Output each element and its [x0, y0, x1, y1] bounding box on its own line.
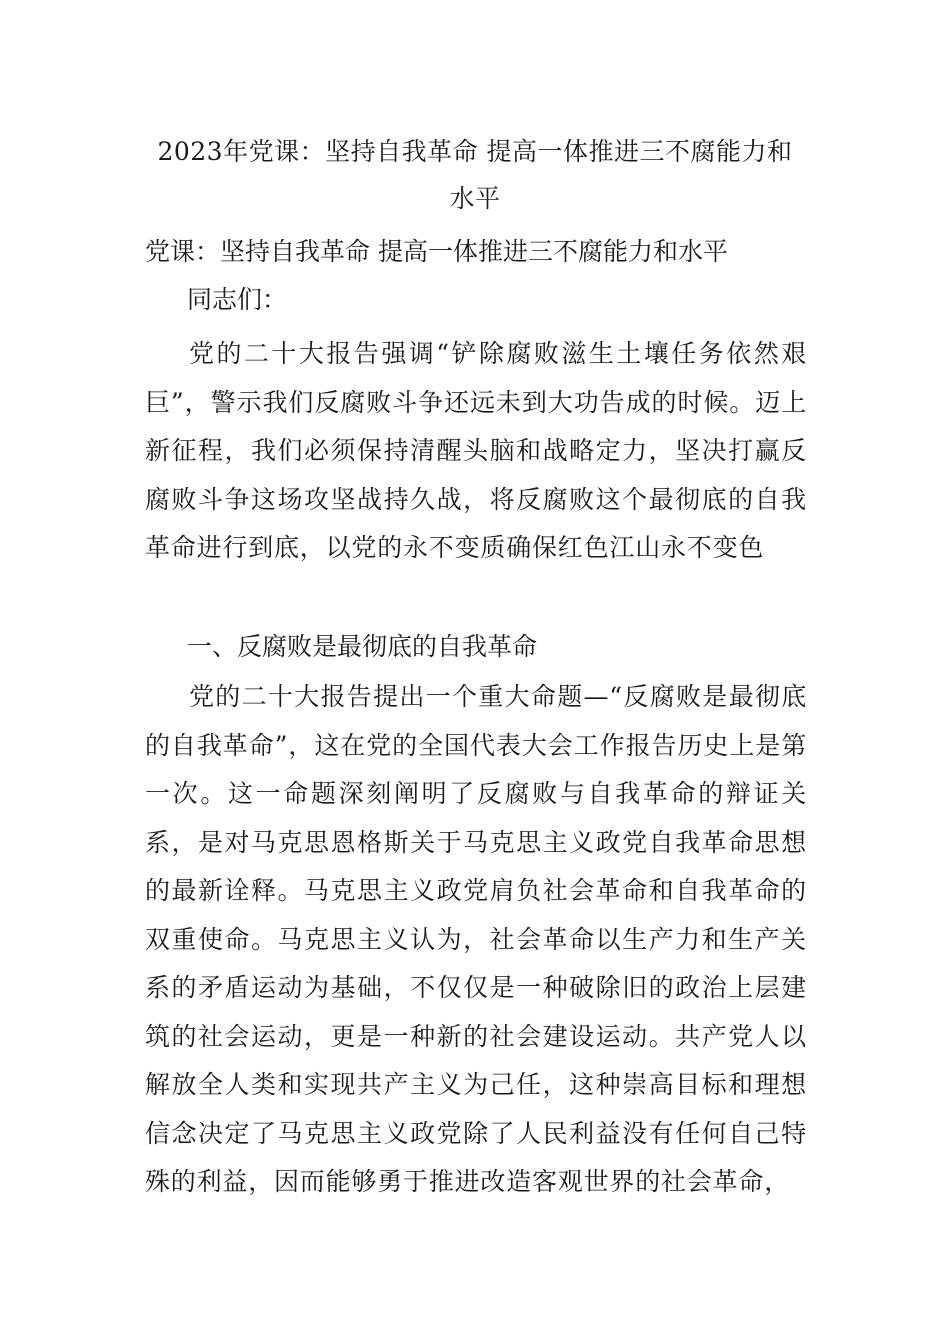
- paragraph-section-1: 党的二十大报告提出一个重大命题—“反腐败是最彻底的自我革命”，这在党的全国代表大会工作报告历史上是第一次。这一命题深刻阐明了反腐败与自我革命的辩证关系，是对马克思恩格斯关于马克思主义政党自我革命思想的最新诠释。马克思主义政党肩负社会革命和自我革命的双重使命。马克思主义认为，社会革命以生产力和生产关系的矛盾运动为基础，不仅仅是一种破除旧的政治上层建筑的社会运动，更是一种新的社会建设运动。共产党人以解放全人类和实现共产主义为己任，这种崇高目标和理想信念决定了马克思主义政党除了人民利益没有任何自己特殊的利益，因而能够勇于推进改造客观世界的社会革命，: [145, 682, 807, 1196]
- document-subtitle: 党课：坚持自我革命 提高一体推进三不腐能力和水平: [145, 237, 728, 266]
- section-heading-1: 一、反腐败是最彻底的自我革命: [187, 632, 538, 661]
- document-title: 2023年党课：坚持自我革命 提高一体推进三不腐能力和水平: [157, 137, 793, 213]
- salutation: 同志们：: [187, 285, 288, 314]
- paragraph-intro: 党的二十大报告强调“铲除腐败滋生土壤任务依然艰巨”，警示我们反腐败斗争还远未到大功告成的时候。迈上新征程，我们必须保持清醒头脑和战略定力，坚决打赢反腐败斗争这场攻坚战持久战，将反腐败这个最彻底的自我革命进行到底，以党的永不变质确保红色江山永不变色: [145, 339, 807, 562]
